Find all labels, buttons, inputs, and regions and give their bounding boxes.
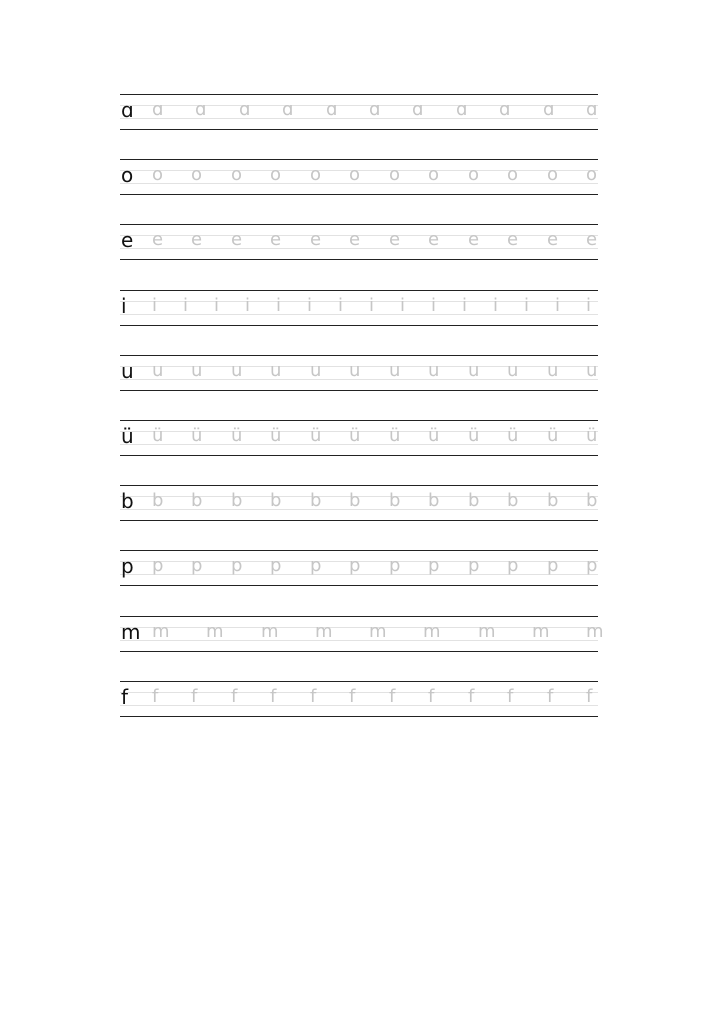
trace-letter: m — [369, 621, 387, 642]
row-top-line — [120, 681, 598, 682]
model-letter: f — [121, 685, 129, 709]
trace-letter: p — [270, 555, 282, 576]
trace-letter: o — [270, 164, 282, 185]
trace-letter: u — [428, 360, 440, 381]
trace-letter: m — [152, 621, 170, 642]
trace-letter: b — [389, 490, 401, 511]
trace-letter: i — [214, 295, 220, 316]
row-top-line — [120, 616, 598, 617]
trace-letter: i — [462, 295, 468, 316]
trace-letter: ü — [547, 425, 559, 446]
practice-row — [120, 420, 598, 456]
trace-letter: ü — [428, 425, 440, 446]
trace-letter: ɑ — [326, 99, 338, 120]
trace-letter: m — [261, 621, 279, 642]
trace-letter: b — [349, 490, 361, 511]
trace-letter: f — [586, 686, 593, 707]
trace-letters — [148, 487, 596, 515]
trace-letter: o — [507, 164, 519, 185]
row-top-line — [120, 485, 598, 486]
trace-letter: i — [245, 295, 251, 316]
trace-letter: p — [428, 555, 440, 576]
trace-letter: m — [206, 621, 224, 642]
row-top-line — [120, 94, 598, 95]
trace-letter: e — [547, 229, 559, 250]
row-top-line — [120, 355, 598, 356]
model-letter: o — [121, 163, 134, 187]
model-letter: i — [121, 294, 127, 318]
row-bottom-line — [120, 259, 598, 260]
trace-letter: u — [231, 360, 243, 381]
trace-letter: f — [310, 686, 317, 707]
trace-letter: b — [191, 490, 203, 511]
trace-letter: p — [191, 555, 203, 576]
model-letter: m — [121, 620, 141, 644]
trace-letter: i — [400, 295, 406, 316]
trace-letter: o — [586, 164, 598, 185]
trace-letters — [148, 161, 596, 189]
trace-letter: ɑ — [195, 99, 207, 120]
row-top-line — [120, 224, 598, 225]
trace-letter: e — [191, 229, 203, 250]
trace-letter: ɑ — [282, 99, 294, 120]
trace-letter: o — [152, 164, 164, 185]
trace-letter: ü — [270, 425, 282, 446]
trace-letter: ü — [389, 425, 401, 446]
trace-letter: ɑ — [152, 99, 164, 120]
trace-letter: b — [270, 490, 282, 511]
trace-letter: p — [468, 555, 480, 576]
trace-letter: m — [315, 621, 333, 642]
trace-letter: i — [152, 295, 158, 316]
model-letter: ɑ — [121, 98, 134, 122]
trace-letter: o — [547, 164, 559, 185]
trace-letter: ɑ — [369, 99, 381, 120]
trace-letter: o — [468, 164, 480, 185]
trace-letter: e — [586, 229, 598, 250]
trace-letter: i — [276, 295, 282, 316]
trace-letter: b — [152, 490, 164, 511]
trace-letter: o — [428, 164, 440, 185]
trace-letter: ü — [310, 425, 322, 446]
model-letter: u — [121, 359, 134, 383]
practice-row — [120, 159, 598, 195]
row-top-line — [120, 159, 598, 160]
practice-row — [120, 224, 598, 260]
trace-letter: ü — [468, 425, 480, 446]
trace-letter: m — [423, 621, 441, 642]
trace-letter: b — [231, 490, 243, 511]
trace-letter: f — [468, 686, 475, 707]
trace-letter: e — [310, 229, 322, 250]
trace-letter: m — [532, 621, 550, 642]
model-letter: p — [121, 554, 134, 578]
trace-letter: f — [152, 686, 159, 707]
trace-letter: ü — [586, 425, 598, 446]
trace-letter: b — [428, 490, 440, 511]
row-top-line — [120, 550, 598, 551]
practice-row — [120, 94, 598, 130]
trace-letter: ü — [152, 425, 164, 446]
row-bottom-line — [120, 390, 598, 391]
trace-letter: u — [389, 360, 401, 381]
trace-letter: p — [349, 555, 361, 576]
trace-letter: e — [152, 229, 164, 250]
trace-letter: i — [586, 295, 592, 316]
trace-letter: o — [389, 164, 401, 185]
model-letter: b — [121, 489, 134, 513]
practice-row — [120, 550, 598, 586]
trace-letter: i — [555, 295, 561, 316]
trace-letter: p — [547, 555, 559, 576]
row-bottom-line — [120, 651, 598, 652]
trace-letter: ɑ — [586, 99, 598, 120]
trace-letter: ɑ — [499, 99, 511, 120]
trace-letter: b — [507, 490, 519, 511]
trace-letter: f — [389, 686, 396, 707]
trace-letter: i — [524, 295, 530, 316]
trace-letter: ü — [191, 425, 203, 446]
trace-letter: ɑ — [456, 99, 468, 120]
trace-letter: e — [349, 229, 361, 250]
practice-row — [120, 681, 598, 717]
trace-letters — [148, 683, 596, 711]
trace-letter: ɑ — [412, 99, 424, 120]
trace-letter: o — [191, 164, 203, 185]
row-top-line — [120, 420, 598, 421]
trace-letter: f — [191, 686, 198, 707]
trace-letter: b — [310, 490, 322, 511]
trace-letter: i — [307, 295, 313, 316]
trace-letters — [148, 618, 604, 646]
trace-letter: ɑ — [239, 99, 251, 120]
trace-letter: e — [270, 229, 282, 250]
model-letter: ü — [121, 424, 134, 448]
trace-letter: u — [349, 360, 361, 381]
trace-letter: ü — [231, 425, 243, 446]
trace-letter: e — [428, 229, 440, 250]
trace-letter: ü — [507, 425, 519, 446]
trace-letter: i — [431, 295, 437, 316]
trace-letter: f — [507, 686, 514, 707]
trace-letter: u — [547, 360, 559, 381]
trace-letter: e — [231, 229, 243, 250]
trace-letter: p — [586, 555, 598, 576]
trace-letter: u — [152, 360, 164, 381]
trace-letter: o — [310, 164, 322, 185]
trace-letters — [148, 226, 596, 254]
practice-row — [120, 355, 598, 391]
trace-letter: e — [468, 229, 480, 250]
trace-letter: f — [547, 686, 554, 707]
trace-letter: e — [507, 229, 519, 250]
trace-letters — [148, 96, 596, 124]
row-bottom-line — [120, 194, 598, 195]
row-bottom-line — [120, 455, 598, 456]
trace-letter: u — [468, 360, 480, 381]
trace-letter: p — [152, 555, 164, 576]
trace-letter: i — [369, 295, 375, 316]
trace-letter: p — [310, 555, 322, 576]
trace-letter: f — [349, 686, 356, 707]
trace-letters — [148, 357, 596, 385]
trace-letter: b — [547, 490, 559, 511]
trace-letters — [148, 422, 596, 450]
trace-letter: i — [183, 295, 189, 316]
trace-letter: u — [507, 360, 519, 381]
trace-letter: f — [270, 686, 277, 707]
row-top-line — [120, 290, 598, 291]
trace-letters — [148, 552, 596, 580]
trace-letter: m — [586, 621, 604, 642]
trace-letter: u — [191, 360, 203, 381]
trace-letters — [148, 292, 596, 320]
row-bottom-line — [120, 129, 598, 130]
trace-letter: f — [231, 686, 238, 707]
trace-letter: ɑ — [543, 99, 555, 120]
trace-letter: e — [389, 229, 401, 250]
trace-letter: u — [270, 360, 282, 381]
row-bottom-line — [120, 585, 598, 586]
trace-letter: p — [231, 555, 243, 576]
practice-row — [120, 616, 604, 652]
row-bottom-line — [120, 716, 598, 717]
trace-letter: b — [586, 490, 598, 511]
trace-letter: i — [338, 295, 344, 316]
practice-row — [120, 485, 598, 521]
row-bottom-line — [120, 520, 598, 521]
trace-letter: b — [468, 490, 480, 511]
trace-letter: p — [507, 555, 519, 576]
trace-letter: o — [349, 164, 361, 185]
trace-letter: o — [231, 164, 243, 185]
trace-letter: ü — [349, 425, 361, 446]
trace-letter: f — [428, 686, 435, 707]
trace-letter: i — [493, 295, 499, 316]
row-bottom-line — [120, 325, 598, 326]
trace-letter: m — [478, 621, 496, 642]
trace-letter: u — [586, 360, 598, 381]
practice-row — [120, 290, 598, 326]
model-letter: e — [121, 228, 134, 252]
trace-letter: p — [389, 555, 401, 576]
trace-letter: u — [310, 360, 322, 381]
